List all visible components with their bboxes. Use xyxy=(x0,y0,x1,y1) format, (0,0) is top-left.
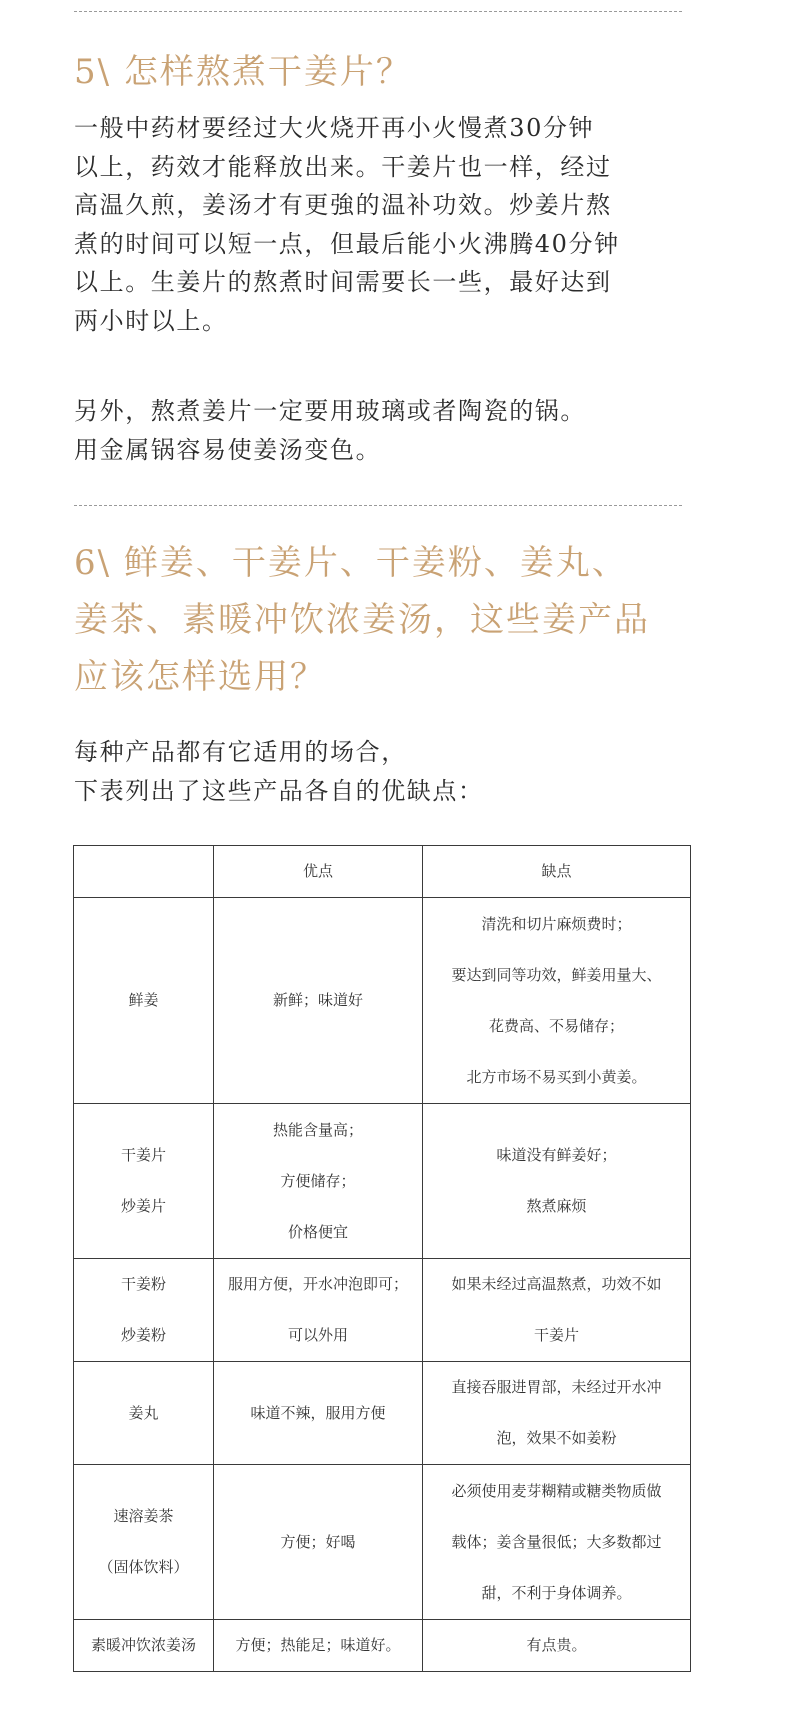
header-pros: 优点 xyxy=(214,846,423,898)
paragraph-line: 以上，药效才能释放出来。干姜片也一样，经过 xyxy=(74,152,612,181)
paragraph-line: 另外，熬煮姜片一定要用玻璃或者陶瓷的锅。 xyxy=(74,397,586,425)
cell-text: 干姜粉 xyxy=(120,1275,166,1293)
paragraph-line: 每种产品都有它适用的场合， xyxy=(74,738,407,766)
paragraph-line: 高温久煎，姜汤才有更強的温补功效。炒姜片熬 xyxy=(74,191,612,219)
cell-text: 如果未经过高温熬煮，功效不如 xyxy=(451,1275,662,1293)
cons-cell xyxy=(423,1620,691,1672)
table-row xyxy=(74,1620,691,1672)
cons-cell xyxy=(423,1465,691,1620)
table-row xyxy=(74,1465,691,1620)
table-row xyxy=(74,1259,691,1362)
cell-text: 甜，不利于身体调养。 xyxy=(481,1583,632,1602)
comparison-table xyxy=(73,845,691,1672)
table-row xyxy=(74,1104,691,1259)
cell-text: 热能含量高； xyxy=(272,1120,363,1139)
section6-heading xyxy=(74,535,714,706)
pros-cell xyxy=(214,1104,423,1259)
cell-text: 味道不辣，服用方便 xyxy=(250,1403,386,1422)
cell-text: 花费高、不易储存； xyxy=(488,1016,624,1035)
cons-cell xyxy=(423,1362,691,1465)
paragraph-line: 下表列出了这些产品各自的优缺点： xyxy=(74,776,484,805)
pros-cell xyxy=(214,1465,423,1620)
cell-text: 价格便宜 xyxy=(287,1222,348,1241)
cell-text: 姜丸 xyxy=(128,1403,159,1422)
product-cell xyxy=(74,1620,214,1672)
header-product xyxy=(74,846,214,898)
cell-text: 鲜姜 xyxy=(128,991,159,1009)
header-cons: 缺点 xyxy=(423,846,691,898)
cell-text: 方便；热能足；味道好。 xyxy=(235,1636,401,1654)
product-cell xyxy=(74,898,214,1104)
paragraph-line: 以上。生姜片的熬煮时间需要长一些，最好达到 xyxy=(74,268,612,296)
cell-text: 熬煮麻烦 xyxy=(526,1197,587,1215)
top-divider xyxy=(74,11,682,12)
cell-text: 干姜片 xyxy=(533,1326,579,1344)
cell-text: 要达到同等功效，鲜姜用量大、 xyxy=(451,965,662,984)
cell-text: 必须使用麦芽糊精或糖类物质做 xyxy=(451,1481,662,1500)
cell-text: 泡，效果不如姜粉 xyxy=(496,1429,617,1447)
pros-cell xyxy=(214,1620,423,1672)
paragraph-line: 用金属锅容易使姜汤变色。 xyxy=(74,435,382,464)
table-row xyxy=(74,1362,691,1465)
cell-text: 服用方便，开水冲泡即可； xyxy=(227,1275,408,1293)
heading-line: 6\ 鲜姜、干姜片、干姜粉、姜丸、 xyxy=(74,543,628,583)
cell-text: 直接吞服进胃部，未经过开水冲 xyxy=(451,1378,662,1396)
cell-text: 新鲜；味道好 xyxy=(272,991,363,1009)
cell-text: 方便储存； xyxy=(280,1171,356,1190)
cell-text: 速溶姜茶 xyxy=(113,1507,174,1525)
cons-cell xyxy=(423,898,691,1104)
cell-text: 炒姜片 xyxy=(120,1197,166,1215)
section5-heading: 5\ 怎样熬煮干姜片？ xyxy=(74,52,412,92)
cell-text: 北方市场不易买到小黄姜。 xyxy=(466,1067,647,1086)
cell-text: （固体饮料） xyxy=(98,1558,189,1576)
cons-cell xyxy=(423,1104,691,1259)
product-cell xyxy=(74,1362,214,1465)
product-cell xyxy=(74,1465,214,1620)
paragraph-line: 两小时以上。 xyxy=(74,306,228,335)
cell-text: 炒姜粉 xyxy=(120,1326,166,1344)
cell-text: 素暖冲饮浓姜汤 xyxy=(90,1636,196,1654)
cell-text: 味道没有鲜姜好； xyxy=(496,1146,617,1164)
table-header-row xyxy=(74,846,691,898)
cell-text: 可以外用 xyxy=(287,1326,348,1344)
cell-text: 有点贵。 xyxy=(526,1636,587,1654)
middle-divider xyxy=(74,505,682,506)
pros-cell xyxy=(214,898,423,1104)
cell-text: 方便；好喝 xyxy=(280,1532,356,1551)
cons-cell xyxy=(423,1259,691,1362)
section6-intro xyxy=(74,733,714,810)
cell-text: 清洗和切片麻烦费时； xyxy=(481,914,632,933)
product-cell xyxy=(74,1259,214,1362)
section5-paragraph1 xyxy=(74,109,714,340)
cell-text: 干姜片 xyxy=(120,1146,166,1164)
paragraph-line: 一般中药材要经过大火烧开再小火慢煮30分钟 xyxy=(74,114,595,142)
product-cell xyxy=(74,1104,214,1259)
pros-cell xyxy=(214,1259,423,1362)
pros-cell xyxy=(214,1362,423,1465)
paragraph-line: 煮的时间可以短一点，但最后能小火沸腾40分钟 xyxy=(74,229,620,258)
heading-line: 应该怎样选用？ xyxy=(74,657,326,697)
heading-line: 姜茶、素暖冲饮浓姜汤，这些姜产品 xyxy=(74,600,650,640)
cell-text: 载体；姜含量很低；大多数都过 xyxy=(451,1532,662,1551)
section5-paragraph2 xyxy=(74,392,714,469)
table-row xyxy=(74,898,691,1104)
